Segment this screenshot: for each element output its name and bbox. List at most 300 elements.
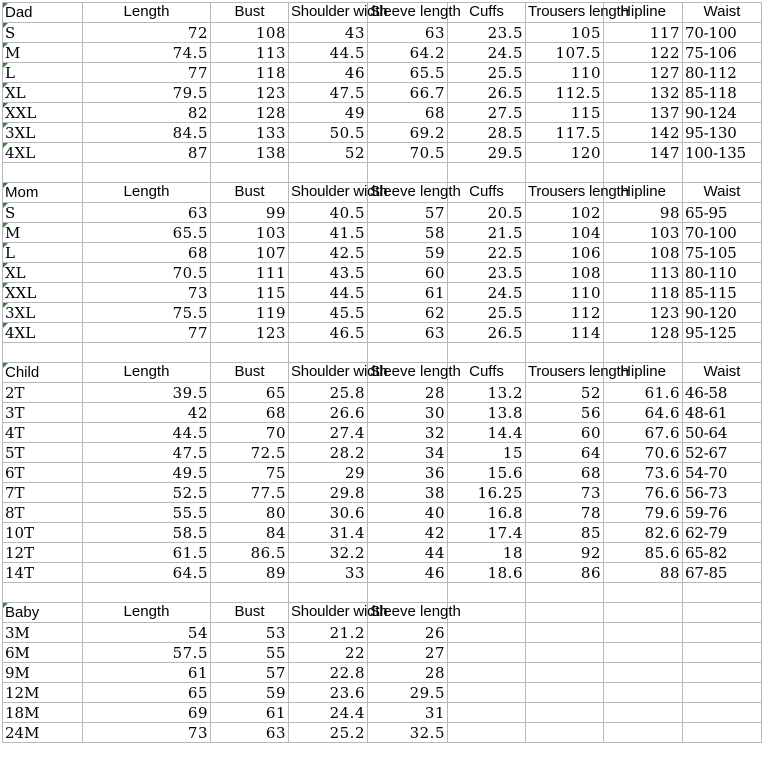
sleeve-cell[interactable]: 36 [368, 463, 448, 483]
length-cell[interactable]: 44.5 [83, 423, 211, 443]
empty-cell[interactable] [526, 683, 604, 703]
bust-cell[interactable]: 118 [211, 63, 289, 83]
size-cell[interactable]: 7T [3, 483, 83, 503]
column-header[interactable]: Shoulder width [289, 3, 368, 23]
sleeve-cell[interactable]: 32 [368, 423, 448, 443]
bust-cell[interactable]: 111 [211, 263, 289, 283]
trousers-cell[interactable]: 92 [526, 543, 604, 563]
cuffs-cell[interactable]: 24.5 [448, 283, 526, 303]
column-header[interactable]: Cuffs [448, 3, 526, 23]
trousers-cell[interactable]: 115 [526, 103, 604, 123]
size-cell[interactable]: L [3, 243, 83, 263]
sleeve-cell[interactable]: 64.2 [368, 43, 448, 63]
bust-cell[interactable]: 53 [211, 623, 289, 643]
waist-cell[interactable]: 59-76 [683, 503, 762, 523]
trousers-cell[interactable]: 68 [526, 463, 604, 483]
bust-cell[interactable]: 80 [211, 503, 289, 523]
waist-cell[interactable]: 70-100 [683, 223, 762, 243]
size-cell[interactable]: 4XL [3, 143, 83, 163]
length-cell[interactable]: 65.5 [83, 223, 211, 243]
length-cell[interactable]: 82 [83, 103, 211, 123]
waist-cell[interactable]: 85-118 [683, 83, 762, 103]
column-header[interactable]: Bust [211, 363, 289, 383]
shoulder-cell[interactable]: 25.2 [289, 723, 368, 743]
cuffs-cell[interactable]: 23.5 [448, 263, 526, 283]
trousers-cell[interactable]: 85 [526, 523, 604, 543]
waist-cell[interactable]: 90-120 [683, 303, 762, 323]
hipline-cell[interactable]: 73.6 [604, 463, 683, 483]
sleeve-cell[interactable]: 58 [368, 223, 448, 243]
trousers-cell[interactable]: 120 [526, 143, 604, 163]
trousers-cell[interactable]: 56 [526, 403, 604, 423]
empty-cell[interactable] [448, 623, 526, 643]
cuffs-cell[interactable]: 15 [448, 443, 526, 463]
length-cell[interactable]: 42 [83, 403, 211, 423]
bust-cell[interactable]: 107 [211, 243, 289, 263]
cuffs-cell[interactable]: 20.5 [448, 203, 526, 223]
size-cell[interactable]: 14T [3, 563, 83, 583]
length-cell[interactable]: 68 [83, 243, 211, 263]
empty-cell[interactable] [604, 663, 683, 683]
empty-cell[interactable] [604, 623, 683, 643]
hipline-cell[interactable]: 61.6 [604, 383, 683, 403]
column-header[interactable]: Waist [683, 183, 762, 203]
empty-cell[interactable] [289, 163, 368, 183]
empty-cell[interactable] [526, 663, 604, 683]
sleeve-cell[interactable]: 34 [368, 443, 448, 463]
waist-cell[interactable]: 100-135 [683, 143, 762, 163]
waist-cell[interactable]: 75-105 [683, 243, 762, 263]
length-cell[interactable]: 69 [83, 703, 211, 723]
empty-cell[interactable] [368, 343, 448, 363]
empty-cell[interactable] [683, 643, 762, 663]
shoulder-cell[interactable]: 32.2 [289, 543, 368, 563]
size-cell[interactable]: 3XL [3, 303, 83, 323]
size-cell[interactable]: M [3, 43, 83, 63]
size-cell[interactable]: L [3, 63, 83, 83]
empty-cell[interactable] [604, 163, 683, 183]
waist-cell[interactable]: 95-130 [683, 123, 762, 143]
empty-cell[interactable] [604, 703, 683, 723]
shoulder-cell[interactable]: 46 [289, 63, 368, 83]
trousers-cell[interactable]: 114 [526, 323, 604, 343]
shoulder-cell[interactable]: 30.6 [289, 503, 368, 523]
bust-cell[interactable]: 133 [211, 123, 289, 143]
length-cell[interactable]: 54 [83, 623, 211, 643]
shoulder-cell[interactable]: 46.5 [289, 323, 368, 343]
shoulder-cell[interactable]: 42.5 [289, 243, 368, 263]
column-header[interactable]: Trousers length [526, 363, 604, 383]
hipline-cell[interactable]: 98 [604, 203, 683, 223]
waist-cell[interactable]: 62-79 [683, 523, 762, 543]
shoulder-cell[interactable]: 44.5 [289, 43, 368, 63]
length-cell[interactable]: 77 [83, 323, 211, 343]
size-cell[interactable]: 2T [3, 383, 83, 403]
length-cell[interactable]: 79.5 [83, 83, 211, 103]
hipline-cell[interactable]: 108 [604, 243, 683, 263]
bust-cell[interactable]: 84 [211, 523, 289, 543]
empty-cell[interactable] [448, 663, 526, 683]
bust-cell[interactable]: 68 [211, 403, 289, 423]
hipline-cell[interactable]: 82.6 [604, 523, 683, 543]
empty-cell[interactable] [683, 583, 762, 603]
hipline-cell[interactable]: 147 [604, 143, 683, 163]
trousers-cell[interactable]: 107.5 [526, 43, 604, 63]
cuffs-cell[interactable]: 25.5 [448, 63, 526, 83]
shoulder-cell[interactable]: 29 [289, 463, 368, 483]
hipline-cell[interactable]: 79.6 [604, 503, 683, 523]
size-cell[interactable]: XL [3, 263, 83, 283]
empty-cell[interactable] [526, 343, 604, 363]
empty-cell[interactable] [448, 643, 526, 663]
trousers-cell[interactable]: 110 [526, 283, 604, 303]
size-cell[interactable]: 6M [3, 643, 83, 663]
cuffs-cell[interactable]: 23.5 [448, 23, 526, 43]
bust-cell[interactable]: 113 [211, 43, 289, 63]
size-cell[interactable]: 24M [3, 723, 83, 743]
hipline-cell[interactable]: 128 [604, 323, 683, 343]
empty-cell[interactable] [448, 583, 526, 603]
cuffs-cell[interactable]: 18 [448, 543, 526, 563]
sleeve-cell[interactable]: 44 [368, 543, 448, 563]
empty-cell[interactable] [211, 583, 289, 603]
size-cell[interactable]: 18M [3, 703, 83, 723]
cuffs-cell[interactable]: 16.25 [448, 483, 526, 503]
waist-cell[interactable]: 70-100 [683, 23, 762, 43]
sleeve-cell[interactable]: 32.5 [368, 723, 448, 743]
hipline-cell[interactable]: 67.6 [604, 423, 683, 443]
waist-cell[interactable]: 85-115 [683, 283, 762, 303]
column-header[interactable]: Trousers length [526, 183, 604, 203]
bust-cell[interactable]: 99 [211, 203, 289, 223]
shoulder-cell[interactable]: 29.8 [289, 483, 368, 503]
cuffs-cell[interactable]: 24.5 [448, 43, 526, 63]
bust-cell[interactable]: 72.5 [211, 443, 289, 463]
empty-cell[interactable] [683, 723, 762, 743]
empty-cell[interactable] [368, 163, 448, 183]
shoulder-cell[interactable]: 45.5 [289, 303, 368, 323]
sleeve-cell[interactable]: 46 [368, 563, 448, 583]
trousers-cell[interactable]: 110 [526, 63, 604, 83]
bust-cell[interactable]: 86.5 [211, 543, 289, 563]
hipline-cell[interactable]: 117 [604, 23, 683, 43]
length-cell[interactable]: 61.5 [83, 543, 211, 563]
trousers-cell[interactable]: 73 [526, 483, 604, 503]
size-cell[interactable]: 4T [3, 423, 83, 443]
shoulder-cell[interactable]: 27.4 [289, 423, 368, 443]
bust-cell[interactable]: 138 [211, 143, 289, 163]
column-header[interactable]: Hipline [604, 363, 683, 383]
bust-cell[interactable]: 65 [211, 383, 289, 403]
shoulder-cell[interactable]: 41.5 [289, 223, 368, 243]
cuffs-cell[interactable]: 29.5 [448, 143, 526, 163]
hipline-cell[interactable]: 142 [604, 123, 683, 143]
length-cell[interactable]: 58.5 [83, 523, 211, 543]
column-header[interactable]: Bust [211, 3, 289, 23]
size-cell[interactable]: XL [3, 83, 83, 103]
length-cell[interactable]: 84.5 [83, 123, 211, 143]
bust-cell[interactable]: 75 [211, 463, 289, 483]
empty-cell[interactable] [604, 343, 683, 363]
column-header[interactable]: Cuffs [448, 363, 526, 383]
empty-cell[interactable] [683, 703, 762, 723]
size-cell[interactable]: XXL [3, 103, 83, 123]
empty-cell[interactable] [526, 703, 604, 723]
sleeve-cell[interactable]: 57 [368, 203, 448, 223]
bust-cell[interactable]: 123 [211, 83, 289, 103]
waist-cell[interactable]: 54-70 [683, 463, 762, 483]
empty-cell[interactable] [289, 343, 368, 363]
trousers-cell[interactable]: 106 [526, 243, 604, 263]
empty-cell[interactable] [683, 623, 762, 643]
column-header[interactable]: Length [83, 603, 211, 623]
size-cell[interactable]: 3XL [3, 123, 83, 143]
shoulder-cell[interactable]: 52 [289, 143, 368, 163]
sleeve-cell[interactable]: 63 [368, 23, 448, 43]
shoulder-cell[interactable]: 50.5 [289, 123, 368, 143]
sleeve-cell[interactable]: 69.2 [368, 123, 448, 143]
size-cell[interactable]: 3M [3, 623, 83, 643]
sleeve-cell[interactable]: 59 [368, 243, 448, 263]
sleeve-cell[interactable]: 28 [368, 663, 448, 683]
size-cell[interactable]: 3T [3, 403, 83, 423]
waist-cell[interactable]: 90-124 [683, 103, 762, 123]
sleeve-cell[interactable]: 66.7 [368, 83, 448, 103]
cuffs-cell[interactable]: 27.5 [448, 103, 526, 123]
waist-cell[interactable]: 46-58 [683, 383, 762, 403]
shoulder-cell[interactable]: 43.5 [289, 263, 368, 283]
shoulder-cell[interactable]: 28.2 [289, 443, 368, 463]
column-header[interactable]: Length [83, 183, 211, 203]
empty-cell[interactable] [3, 583, 83, 603]
section-label-dad[interactable]: Dad [3, 3, 83, 23]
empty-cell[interactable] [604, 583, 683, 603]
empty-cell[interactable] [683, 683, 762, 703]
shoulder-cell[interactable]: 24.4 [289, 703, 368, 723]
column-header[interactable]: Hipline [604, 3, 683, 23]
empty-cell[interactable] [604, 603, 683, 623]
cuffs-cell[interactable]: 28.5 [448, 123, 526, 143]
sleeve-cell[interactable]: 28 [368, 383, 448, 403]
shoulder-cell[interactable]: 33 [289, 563, 368, 583]
section-label-child[interactable]: Child [3, 363, 83, 383]
length-cell[interactable]: 70.5 [83, 263, 211, 283]
empty-cell[interactable] [526, 583, 604, 603]
length-cell[interactable]: 87 [83, 143, 211, 163]
empty-cell[interactable] [683, 343, 762, 363]
sleeve-cell[interactable]: 26 [368, 623, 448, 643]
bust-cell[interactable]: 55 [211, 643, 289, 663]
empty-cell[interactable] [448, 723, 526, 743]
size-cell[interactable]: M [3, 223, 83, 243]
column-header[interactable]: Shoulder width [289, 183, 368, 203]
shoulder-cell[interactable]: 31.4 [289, 523, 368, 543]
bust-cell[interactable]: 108 [211, 23, 289, 43]
size-cell[interactable]: 4XL [3, 323, 83, 343]
empty-cell[interactable] [3, 343, 83, 363]
empty-cell[interactable] [448, 163, 526, 183]
hipline-cell[interactable]: 132 [604, 83, 683, 103]
bust-cell[interactable]: 89 [211, 563, 289, 583]
length-cell[interactable]: 73 [83, 723, 211, 743]
empty-cell[interactable] [448, 703, 526, 723]
trousers-cell[interactable]: 60 [526, 423, 604, 443]
bust-cell[interactable]: 128 [211, 103, 289, 123]
empty-cell[interactable] [526, 643, 604, 663]
cuffs-cell[interactable]: 13.8 [448, 403, 526, 423]
trousers-cell[interactable]: 102 [526, 203, 604, 223]
waist-cell[interactable]: 95-125 [683, 323, 762, 343]
length-cell[interactable]: 61 [83, 663, 211, 683]
waist-cell[interactable]: 65-95 [683, 203, 762, 223]
column-header[interactable]: Sleeve length [368, 363, 448, 383]
shoulder-cell[interactable]: 22.8 [289, 663, 368, 683]
bust-cell[interactable]: 119 [211, 303, 289, 323]
empty-cell[interactable] [3, 163, 83, 183]
empty-cell[interactable] [368, 583, 448, 603]
bust-cell[interactable]: 61 [211, 703, 289, 723]
cuffs-cell[interactable]: 13.2 [448, 383, 526, 403]
hipline-cell[interactable]: 127 [604, 63, 683, 83]
hipline-cell[interactable]: 76.6 [604, 483, 683, 503]
empty-cell[interactable] [448, 683, 526, 703]
sleeve-cell[interactable]: 60 [368, 263, 448, 283]
length-cell[interactable]: 52.5 [83, 483, 211, 503]
sleeve-cell[interactable]: 42 [368, 523, 448, 543]
column-header[interactable]: Bust [211, 183, 289, 203]
sleeve-cell[interactable]: 40 [368, 503, 448, 523]
length-cell[interactable]: 75.5 [83, 303, 211, 323]
size-cell[interactable]: 12M [3, 683, 83, 703]
empty-cell[interactable] [683, 603, 762, 623]
sleeve-cell[interactable]: 65.5 [368, 63, 448, 83]
column-header[interactable]: Shoulder width [289, 363, 368, 383]
hipline-cell[interactable]: 122 [604, 43, 683, 63]
sleeve-cell[interactable]: 30 [368, 403, 448, 423]
column-header[interactable]: Cuffs [448, 183, 526, 203]
hipline-cell[interactable]: 64.6 [604, 403, 683, 423]
sleeve-cell[interactable]: 27 [368, 643, 448, 663]
cuffs-cell[interactable]: 26.5 [448, 323, 526, 343]
size-cell[interactable]: 10T [3, 523, 83, 543]
empty-cell[interactable] [83, 343, 211, 363]
column-header[interactable]: Sleeve length [368, 3, 448, 23]
empty-cell[interactable] [683, 663, 762, 683]
shoulder-cell[interactable]: 43 [289, 23, 368, 43]
bust-cell[interactable]: 63 [211, 723, 289, 743]
waist-cell[interactable]: 75-106 [683, 43, 762, 63]
bust-cell[interactable]: 103 [211, 223, 289, 243]
column-header[interactable]: Length [83, 363, 211, 383]
column-header[interactable]: Waist [683, 3, 762, 23]
hipline-cell[interactable]: 137 [604, 103, 683, 123]
trousers-cell[interactable]: 86 [526, 563, 604, 583]
empty-cell[interactable] [526, 163, 604, 183]
empty-cell[interactable] [289, 583, 368, 603]
bust-cell[interactable]: 57 [211, 663, 289, 683]
length-cell[interactable]: 64.5 [83, 563, 211, 583]
waist-cell[interactable]: 48-61 [683, 403, 762, 423]
hipline-cell[interactable]: 70.6 [604, 443, 683, 463]
shoulder-cell[interactable]: 47.5 [289, 83, 368, 103]
waist-cell[interactable]: 80-112 [683, 63, 762, 83]
shoulder-cell[interactable]: 23.6 [289, 683, 368, 703]
sleeve-cell[interactable]: 63 [368, 323, 448, 343]
length-cell[interactable]: 63 [83, 203, 211, 223]
bust-cell[interactable]: 77.5 [211, 483, 289, 503]
waist-cell[interactable]: 50-64 [683, 423, 762, 443]
section-label-mom[interactable]: Mom [3, 183, 83, 203]
column-header[interactable]: Sleeve length [368, 603, 448, 623]
trousers-cell[interactable]: 104 [526, 223, 604, 243]
hipline-cell[interactable]: 85.6 [604, 543, 683, 563]
sleeve-cell[interactable]: 61 [368, 283, 448, 303]
empty-cell[interactable] [83, 583, 211, 603]
length-cell[interactable]: 74.5 [83, 43, 211, 63]
cuffs-cell[interactable]: 15.6 [448, 463, 526, 483]
shoulder-cell[interactable]: 26.6 [289, 403, 368, 423]
shoulder-cell[interactable]: 44.5 [289, 283, 368, 303]
cuffs-cell[interactable]: 14.4 [448, 423, 526, 443]
waist-cell[interactable]: 65-82 [683, 543, 762, 563]
length-cell[interactable]: 72 [83, 23, 211, 43]
section-label-baby[interactable]: Baby [3, 603, 83, 623]
waist-cell[interactable]: 56-73 [683, 483, 762, 503]
length-cell[interactable]: 39.5 [83, 383, 211, 403]
length-cell[interactable]: 49.5 [83, 463, 211, 483]
empty-cell[interactable] [211, 163, 289, 183]
hipline-cell[interactable]: 88 [604, 563, 683, 583]
size-cell[interactable]: 8T [3, 503, 83, 523]
sleeve-cell[interactable]: 68 [368, 103, 448, 123]
bust-cell[interactable]: 70 [211, 423, 289, 443]
empty-cell[interactable] [604, 683, 683, 703]
empty-cell[interactable] [683, 163, 762, 183]
sleeve-cell[interactable]: 70.5 [368, 143, 448, 163]
column-header[interactable]: Bust [211, 603, 289, 623]
sleeve-cell[interactable]: 62 [368, 303, 448, 323]
size-cell[interactable]: 6T [3, 463, 83, 483]
cuffs-cell[interactable]: 17.4 [448, 523, 526, 543]
column-header[interactable]: Sleeve length [368, 183, 448, 203]
empty-cell[interactable] [604, 723, 683, 743]
length-cell[interactable]: 55.5 [83, 503, 211, 523]
shoulder-cell[interactable]: 25.8 [289, 383, 368, 403]
trousers-cell[interactable]: 112 [526, 303, 604, 323]
length-cell[interactable]: 65 [83, 683, 211, 703]
empty-cell[interactable] [604, 643, 683, 663]
size-cell[interactable]: S [3, 203, 83, 223]
column-header[interactable]: Length [83, 3, 211, 23]
cuffs-cell[interactable]: 16.8 [448, 503, 526, 523]
shoulder-cell[interactable]: 21.2 [289, 623, 368, 643]
column-header[interactable]: Shoulder width [289, 603, 368, 623]
size-cell[interactable]: XXL [3, 283, 83, 303]
waist-cell[interactable]: 80-110 [683, 263, 762, 283]
bust-cell[interactable]: 115 [211, 283, 289, 303]
trousers-cell[interactable]: 78 [526, 503, 604, 523]
size-cell[interactable]: 9M [3, 663, 83, 683]
empty-cell[interactable] [526, 603, 604, 623]
hipline-cell[interactable]: 113 [604, 263, 683, 283]
shoulder-cell[interactable]: 40.5 [289, 203, 368, 223]
empty-cell[interactable] [526, 723, 604, 743]
empty-cell[interactable] [526, 623, 604, 643]
column-header[interactable]: Hipline [604, 183, 683, 203]
waist-cell[interactable]: 67-85 [683, 563, 762, 583]
length-cell[interactable]: 73 [83, 283, 211, 303]
empty-cell[interactable] [83, 163, 211, 183]
